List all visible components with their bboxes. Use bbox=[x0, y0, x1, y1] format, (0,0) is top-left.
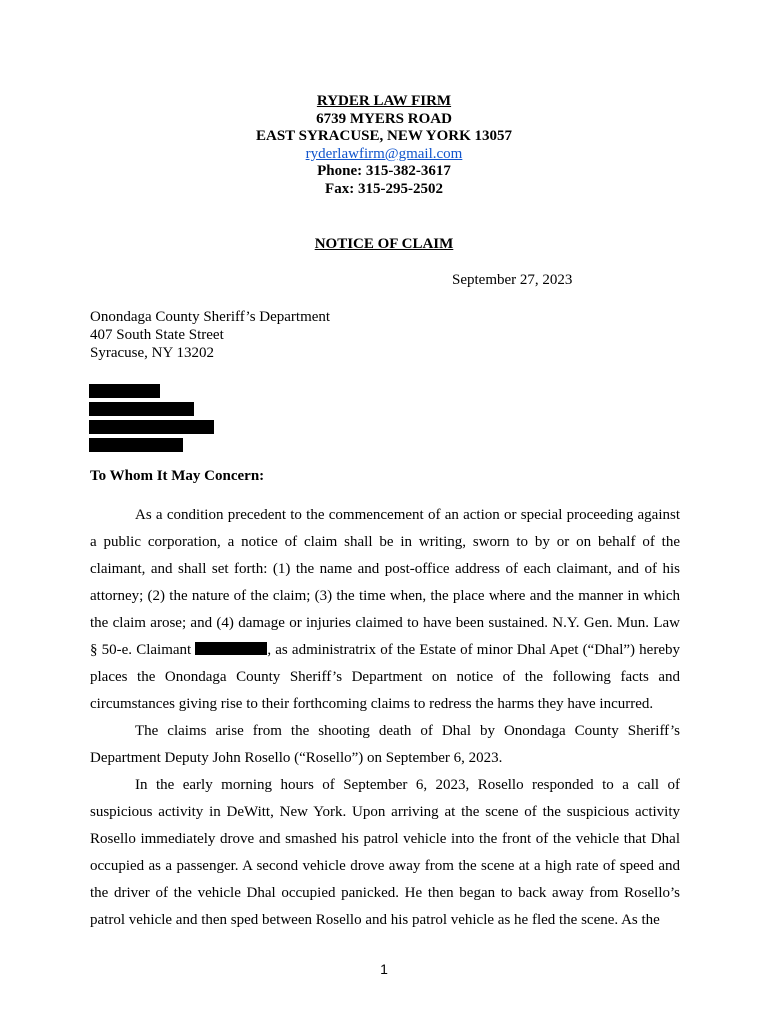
recipient-name: Onondaga County Sheriff’s Department bbox=[90, 309, 331, 325]
page-number: 1 bbox=[380, 961, 388, 977]
firm-name: RYDER LAW FIRM bbox=[316, 93, 452, 109]
redaction-bar bbox=[89, 384, 160, 398]
redaction-bar bbox=[195, 642, 267, 655]
paragraph-2: The claims arise from the shooting death of Dhal by Onondaga County Sheriff’s Department Deputy John Rosello (“Rosello”) on September 6, 2023. bbox=[90, 723, 680, 766]
firm-fax: Fax: 315-295-2502 bbox=[325, 180, 443, 197]
redaction-bar bbox=[89, 438, 183, 452]
paragraph-1-start: As a condition precedent to the commencement of an action or special proceeding against a public corporation, a notice of claim shall be in writing, sworn to by or on behalf of the claimant, and shall set forth: (1) the name and post-office address of each claimant, and of his attorney; (2) the nature of the claim; (3) the time when, the place where and the manner in which the claim arose; and (4) damage or injuries claimed to have been sustained. N.Y. Gen. Mun. Law § 50-e. Claimant bbox=[90, 507, 680, 658]
firm-city: EAST SYRACUSE, NEW YORK 13057 bbox=[255, 128, 513, 145]
redaction-bar bbox=[89, 420, 214, 434]
salutation: To Whom It May Concern: bbox=[90, 468, 265, 484]
recipient-address bbox=[90, 308, 330, 362]
letterhead bbox=[0, 93, 768, 199]
paragraph-1 bbox=[90, 502, 680, 718]
paragraph-1-end: , as administratrix of the Estate of minor Dhal Apet (“Dhal”) hereby places the Onondaga County Sheriff’s Department on notice of the following facts and circumstances giving rise to their forthcoming claims to redress the harms they have incurred. bbox=[90, 642, 680, 712]
firm-phone: Phone: 315-382-3617 bbox=[317, 163, 451, 180]
notice-title: NOTICE OF CLAIM bbox=[314, 236, 454, 252]
paragraph-3: In the early morning hours of September 6, 2023, Rosello responded to a call of suspicious activity in DeWitt, New York. Upon arriving at the scene of the suspicious activity Rosello immediately drove and smashed his patrol vehicle into the front of the vehicle that Dhal occupied as a passenger. A second vehicle drove away from the scene at a high rate of speed and the driver of the vehicle Dhal occupied panicked. He then began to back away from Rosello’s patrol vehicle and then sped between Rosello and his patrol vehicle as he fled the scene. As the bbox=[90, 777, 680, 928]
firm-street: 6739 MYERS ROAD bbox=[316, 110, 452, 127]
firm-email-link[interactable]: ryderlawfirm@gmail.com bbox=[305, 145, 463, 162]
letter-date: September 27, 2023 bbox=[452, 272, 573, 288]
letter-body bbox=[90, 502, 680, 934]
recipient-street: 407 South State Street bbox=[90, 327, 224, 343]
recipient-city: Syracuse, NY 13202 bbox=[90, 345, 215, 361]
redaction-bar bbox=[89, 402, 194, 416]
